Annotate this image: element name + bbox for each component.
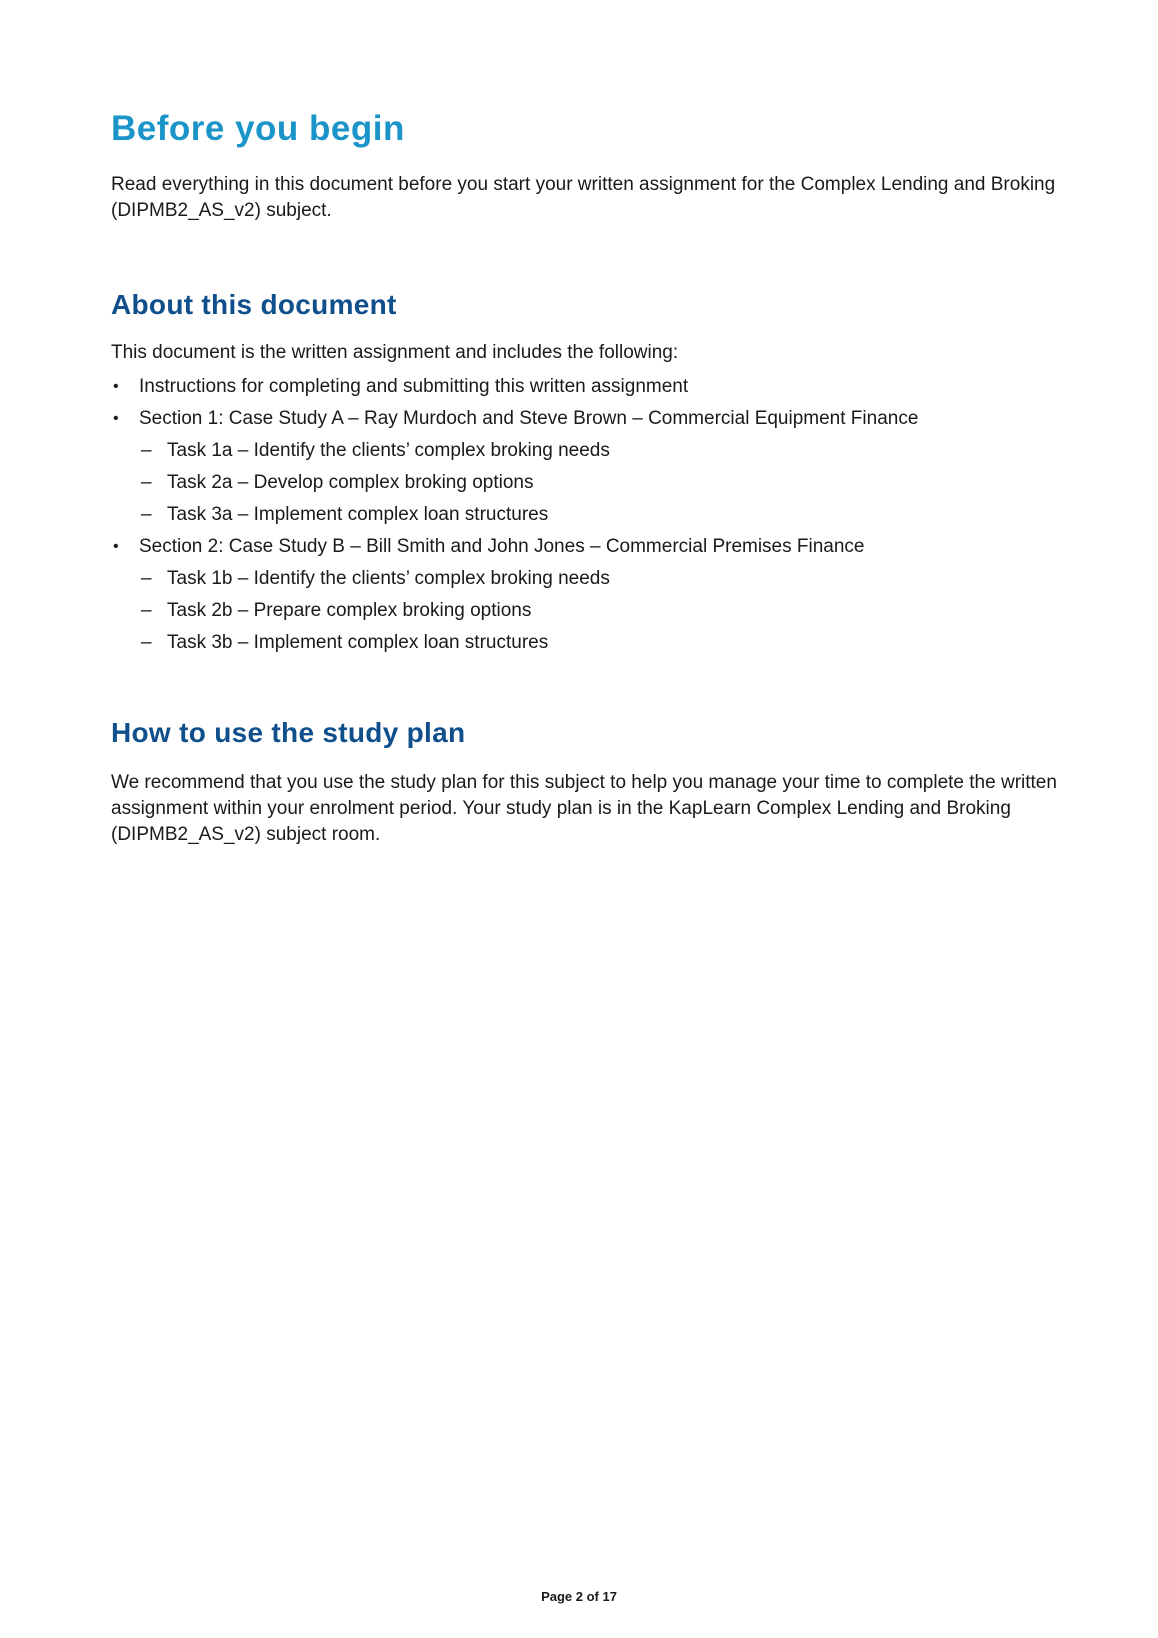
dash-icon: – <box>141 439 152 461</box>
sub-list-item <box>139 435 1061 467</box>
sub-list-item-text: Task 3a – Implement complex loan structures <box>167 503 549 525</box>
sub-list-item-text: Task 2a – Develop complex broking options <box>167 471 534 493</box>
list-item <box>111 531 1061 659</box>
before-you-begin-paragraph <box>111 172 1061 224</box>
dash-icon: – <box>141 567 152 589</box>
sub-list-item-text: Task 2b – Prepare complex broking options <box>167 599 532 621</box>
page-content <box>111 108 1061 848</box>
sub-list-item <box>139 467 1061 499</box>
bullet-icon: • <box>113 537 119 555</box>
list-item <box>111 371 1061 403</box>
bullet-icon: • <box>113 377 119 395</box>
sub-list <box>139 435 1061 531</box>
sub-list-item <box>139 563 1061 595</box>
sub-list-item-text: Task 1a – Identify the clients’ complex broking needs <box>167 439 610 461</box>
study-plan-heading: How to use the study plan <box>111 716 466 748</box>
dash-icon: – <box>141 631 152 653</box>
before-line-1: Read everything in this document before you start your written assignment for the Complex Lending and Broking <box>111 174 1056 195</box>
before-line-2: (DIPMB2_AS_v2) subject. <box>111 200 332 221</box>
list-item-text: Section 2: Case Study B – Bill Smith and John Jones – Commercial Premises Finance <box>139 535 865 557</box>
study-line-2: (DIPMB2_AS_v2) subject room. <box>111 824 381 846</box>
about-this-document-heading: About this document <box>111 289 397 320</box>
page-number-footer: Page 2 of 17 <box>541 1589 617 1604</box>
sub-list-item-text: Task 1b – Identify the clients’ complex broking needs <box>167 567 610 589</box>
sub-list-item-text: Task 3b – Implement complex loan structures <box>167 631 549 653</box>
dash-icon: – <box>141 599 152 621</box>
bullet-icon: • <box>113 409 119 427</box>
sub-list-item <box>139 499 1061 531</box>
sub-list <box>139 563 1061 659</box>
contents-list <box>111 371 1061 659</box>
study-plan-paragraph <box>111 770 1061 848</box>
list-item <box>111 403 1061 531</box>
list-item-text: Instructions for completing and submitting this written assignment <box>139 375 689 397</box>
sub-list-item <box>139 627 1061 659</box>
about-intro-paragraph: This document is the written assignment and includes the following: <box>111 341 679 363</box>
list-item-text: Section 1: Case Study A – Ray Murdoch and Steve Brown – Commercial Equipment Finance <box>139 407 919 429</box>
study-line-1: We recommend that you use the study plan for this subject to help you manage your time to complete the written assignment within your enrolment period. Your study plan is in the KapLearn Complex Lending and Broking <box>111 772 1057 820</box>
sub-list-item <box>139 595 1061 627</box>
dash-icon: – <box>141 471 152 493</box>
dash-icon: – <box>141 503 152 525</box>
before-you-begin-heading: Before you begin <box>111 109 405 148</box>
